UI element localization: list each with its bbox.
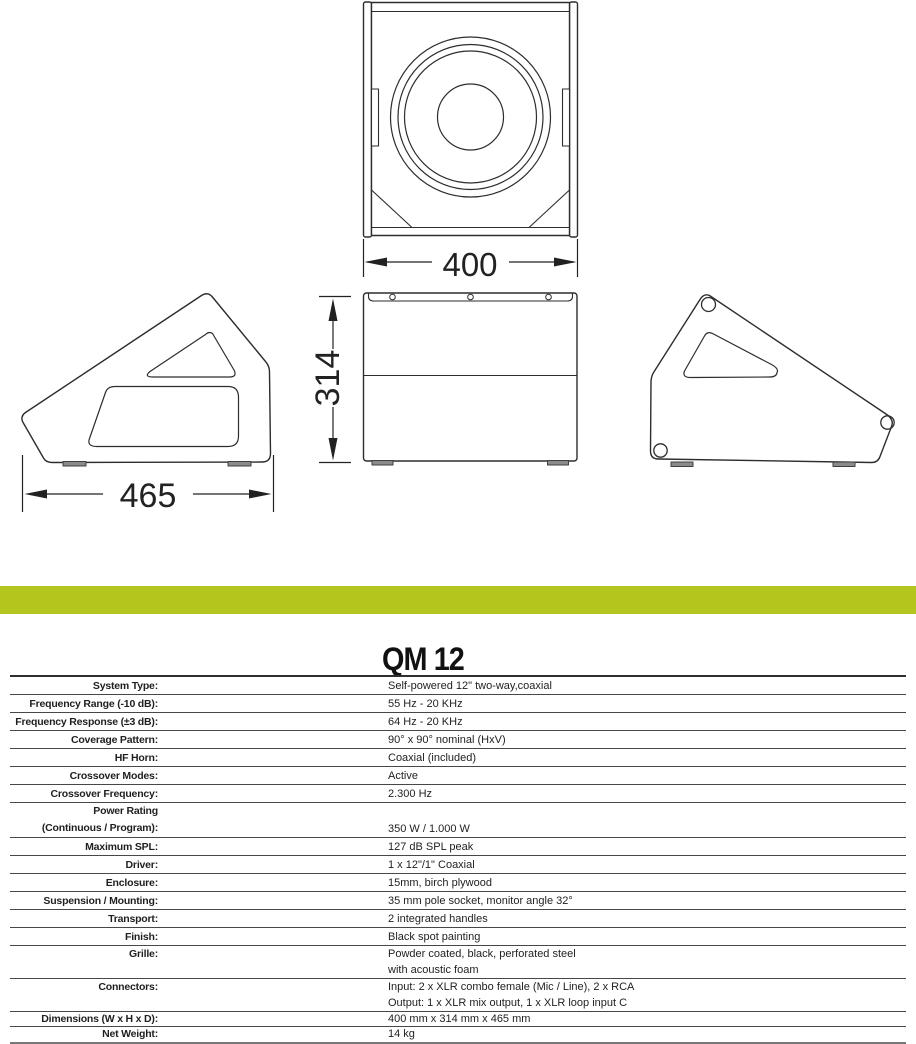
spec-label: Crossover Modes: xyxy=(69,769,158,782)
spec-label: Grille: xyxy=(129,948,158,960)
spec-label: Dimensions (W x H x D): xyxy=(41,1012,158,1025)
height-dimension-value: 314 xyxy=(309,349,347,407)
rear-foot xyxy=(548,461,569,466)
spec-value: 15mm, birch plywood xyxy=(388,876,492,889)
spec-row xyxy=(10,874,906,892)
right-wedge-outline xyxy=(651,295,893,463)
spec-value xyxy=(388,979,634,1011)
accent-bar xyxy=(0,586,916,614)
spec-row xyxy=(10,838,906,856)
right-foot xyxy=(833,462,855,467)
rear-view-drawing xyxy=(364,293,578,465)
rear-foot xyxy=(372,461,393,466)
spec-row xyxy=(10,695,906,713)
arrow-right-icon xyxy=(249,490,272,499)
spec-label: Frequency Response (±3 dB): xyxy=(15,715,158,728)
spec-label: System Type: xyxy=(92,679,158,692)
spec-value: 350 W / 1.000 W xyxy=(388,823,470,835)
spec-row xyxy=(10,946,906,979)
spec-label: Maximum SPL: xyxy=(85,840,158,853)
spec-row xyxy=(10,713,906,731)
arrow-up-icon xyxy=(329,299,338,322)
spec-row xyxy=(10,803,906,838)
spec-row xyxy=(10,928,906,946)
spec-value-line2: Output: 1 x XLR mix output, 1 x XLR loop input C xyxy=(388,997,628,1009)
front-left-rail xyxy=(364,2,372,237)
spec-value: 35 mm pole socket, monitor angle 32° xyxy=(388,894,573,907)
spec-label: Suspension / Mounting: xyxy=(43,894,158,907)
spec-label: Transport: xyxy=(108,912,158,925)
spec-label xyxy=(10,803,158,837)
spec-value: 2 integrated handles xyxy=(388,912,488,925)
spec-row xyxy=(10,767,906,785)
spec-value: Coaxial (included) xyxy=(388,751,477,764)
spec-row xyxy=(10,1027,906,1042)
arrow-down-icon xyxy=(329,438,338,461)
side-view-right-drawing xyxy=(651,295,895,467)
spec-value: Active xyxy=(388,769,418,782)
height-dimension xyxy=(309,297,351,463)
rear-cabinet xyxy=(364,293,578,461)
spec-row xyxy=(10,856,906,874)
spec-row xyxy=(10,1012,906,1027)
spec-label-line2: (Continuous / Program): xyxy=(41,822,158,834)
left-foot xyxy=(228,462,251,467)
spec-row xyxy=(10,785,906,803)
left-recess-cutout xyxy=(89,387,239,447)
right-foot xyxy=(671,462,693,467)
spec-value xyxy=(388,946,576,978)
spec-value: Black spot painting xyxy=(388,930,481,943)
spec-value: 1 x 12"/1" Coaxial xyxy=(388,858,475,871)
spec-value: 64 Hz - 20 KHz xyxy=(388,715,463,728)
depth-dimension-value: 465 xyxy=(119,477,177,515)
spec-label: Finish: xyxy=(124,930,158,943)
arrow-left-icon xyxy=(365,258,388,267)
spec-label: Driver: xyxy=(125,858,158,871)
spec-row xyxy=(10,979,906,1012)
spec-label: Crossover Frequency: xyxy=(50,787,158,800)
spec-label-line1: Power Rating xyxy=(93,805,158,817)
spec-label: HF Horn: xyxy=(114,751,158,764)
front-handle-right xyxy=(563,89,570,146)
front-view-drawing xyxy=(364,2,578,237)
front-handle-left xyxy=(372,89,379,146)
spec-value: 14 kg xyxy=(388,1028,415,1040)
spec-value: 2.300 Hz xyxy=(388,787,433,800)
width-dimension xyxy=(364,239,578,283)
spec-row xyxy=(10,892,906,910)
left-foot xyxy=(63,462,86,467)
spec-row xyxy=(10,910,906,928)
spec-label: Frequency Range (-10 dB): xyxy=(29,697,158,710)
spec-value: Self-powered 12" two-way,coaxial xyxy=(388,679,552,692)
spec-label: Net Weight: xyxy=(102,1028,158,1040)
spec-value: 127 dB SPL peak xyxy=(388,840,474,853)
spec-value-line2: with acoustic foam xyxy=(388,964,479,976)
spec-row xyxy=(10,677,906,695)
arrow-left-icon xyxy=(25,490,48,499)
front-right-rail xyxy=(570,2,578,237)
side-view-left-drawing xyxy=(22,294,271,466)
spec-value: 90° x 90° nominal (HxV) xyxy=(388,733,506,746)
spec-label: Connectors: xyxy=(98,981,158,993)
spec-row xyxy=(10,731,906,749)
technical-drawings xyxy=(0,0,916,520)
spec-label: Enclosure: xyxy=(105,876,158,889)
arrow-right-icon xyxy=(554,258,577,267)
spec-table xyxy=(10,675,906,1044)
spec-label: Coverage Pattern: xyxy=(70,733,158,746)
spec-value: 400 mm x 314 mm x 465 mm xyxy=(388,1012,531,1025)
page-title: QM 12 xyxy=(382,641,464,677)
spec-value-line1: Powder coated, black, perforated steel xyxy=(388,948,576,960)
width-dimension-value: 400 xyxy=(442,246,498,283)
spec-value: 55 Hz - 20 KHz xyxy=(388,697,463,710)
spec-row xyxy=(10,749,906,767)
spec-value-line1: Input: 2 x XLR combo female (Mic / Line), 2 x RCA xyxy=(388,981,635,993)
